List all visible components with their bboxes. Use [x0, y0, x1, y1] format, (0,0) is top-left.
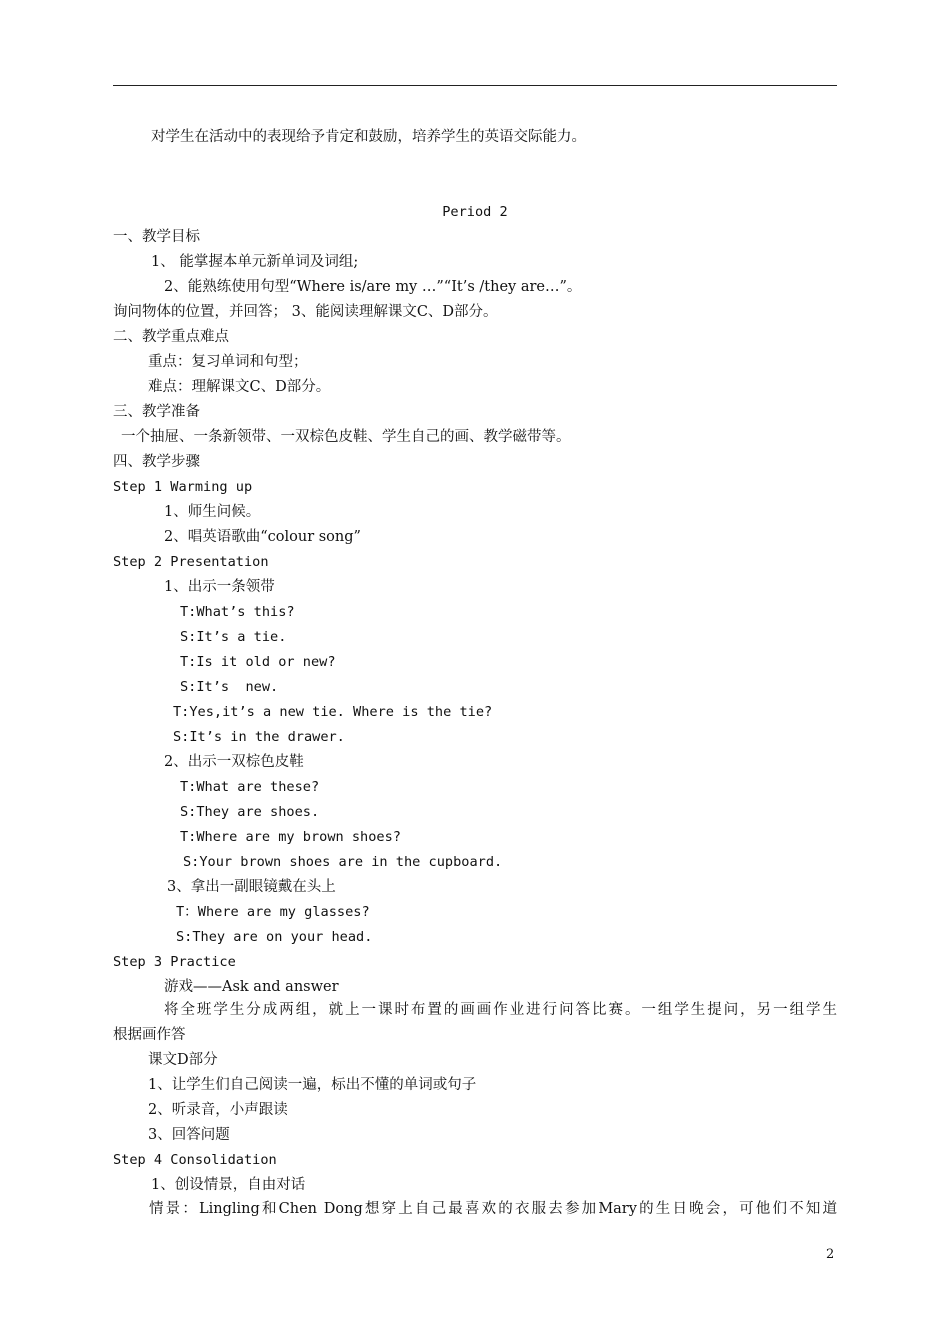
period-title: Period 2	[442, 204, 508, 220]
list-item: 1、出示一条领带	[164, 579, 275, 595]
page-number: 2	[826, 1247, 835, 1262]
dialogue-line: S:They are shoes.	[180, 804, 320, 820]
intro-paragraph: 对学生在活动中的表现给予肯定和鼓励，培养学生的英语交际能力。	[151, 129, 586, 145]
dialogue-line: T:Yes,it’s a new tie. Where is the tie?	[173, 704, 493, 720]
list-item: 重点：复习单词和句型；	[148, 354, 308, 370]
dialogue-line: S:Your brown shoes are in the cupboard.	[183, 854, 503, 870]
dialogue-line: T:What’s this?	[180, 604, 295, 620]
list-item: 3、拿出一副眼镜戴在头上	[167, 879, 336, 895]
dialogue-line: T:Where are my brown shoes?	[180, 829, 401, 845]
list-item: 1、创设情景，自由对话	[151, 1177, 306, 1193]
dialogue-line: T:What are these?	[180, 779, 320, 795]
list-item: 课文D部分	[148, 1052, 218, 1068]
step-heading: Step 3 Practice	[113, 954, 236, 970]
list-item: 2、出示一双棕色皮鞋	[164, 754, 304, 770]
section-heading: 四、教学步骤	[113, 454, 200, 470]
paragraph-line: 情景：Lingling和Chen Dong想穿上自己最喜欢的衣服去参加Mary的生日晚会，可他们不知道	[149, 1201, 837, 1217]
list-item: 2、唱英语歌曲“colour song”	[164, 529, 361, 545]
dialogue-line: T:Is it old or new?	[180, 654, 336, 670]
list-item: 2、听录音，小声跟读	[148, 1102, 288, 1118]
list-item: 1、 能掌握本单元新单词及词组;	[151, 254, 359, 270]
section-heading: 一、教学目标	[113, 229, 200, 245]
list-item: 1、让学生们自己阅读一遍，标出不懂的单词或句子	[148, 1077, 477, 1093]
dialogue-line: S:It’s in the drawer.	[173, 729, 345, 745]
dialogue-line: S:They are on your head.	[176, 929, 373, 945]
step-heading: Step 4 Consolidation	[113, 1152, 277, 1168]
list-item: 1、师生问候。	[164, 504, 261, 520]
header-rule	[113, 85, 837, 86]
list-item: 3、回答问题	[148, 1127, 230, 1143]
paragraph-line: 根据画作答	[113, 1027, 186, 1043]
dialogue-line: T：Where are my glasses?	[176, 904, 370, 920]
list-item: 游戏——Ask and answer	[164, 979, 339, 995]
section-heading: 三、教学准备	[113, 404, 200, 420]
list-item: 一个抽屉、一条新领带、一双棕色皮鞋、学生自己的画、教学磁带等。	[121, 429, 571, 445]
list-item: 2、能熟练使用句型“Where is/are my …”“It’s /they are…”。	[164, 279, 582, 295]
section-heading: 二、教学重点难点	[113, 329, 229, 345]
step-heading: Step 2 Presentation	[113, 554, 269, 570]
list-item: 难点：理解课文C、D部分。	[148, 379, 331, 395]
dialogue-line: S:It’s new.	[180, 679, 279, 695]
list-item: 询问物体的位置，并回答； 3、能阅读理解课文C、D部分。	[113, 304, 498, 320]
paragraph-line: 将全班学生分成两组，就上一课时布置的画画作业进行问答比赛。一组学生提问，另一组学生	[164, 1002, 837, 1018]
step-heading: Step 1 Warming up	[113, 479, 253, 495]
dialogue-line: S:It’s a tie.	[180, 629, 287, 645]
